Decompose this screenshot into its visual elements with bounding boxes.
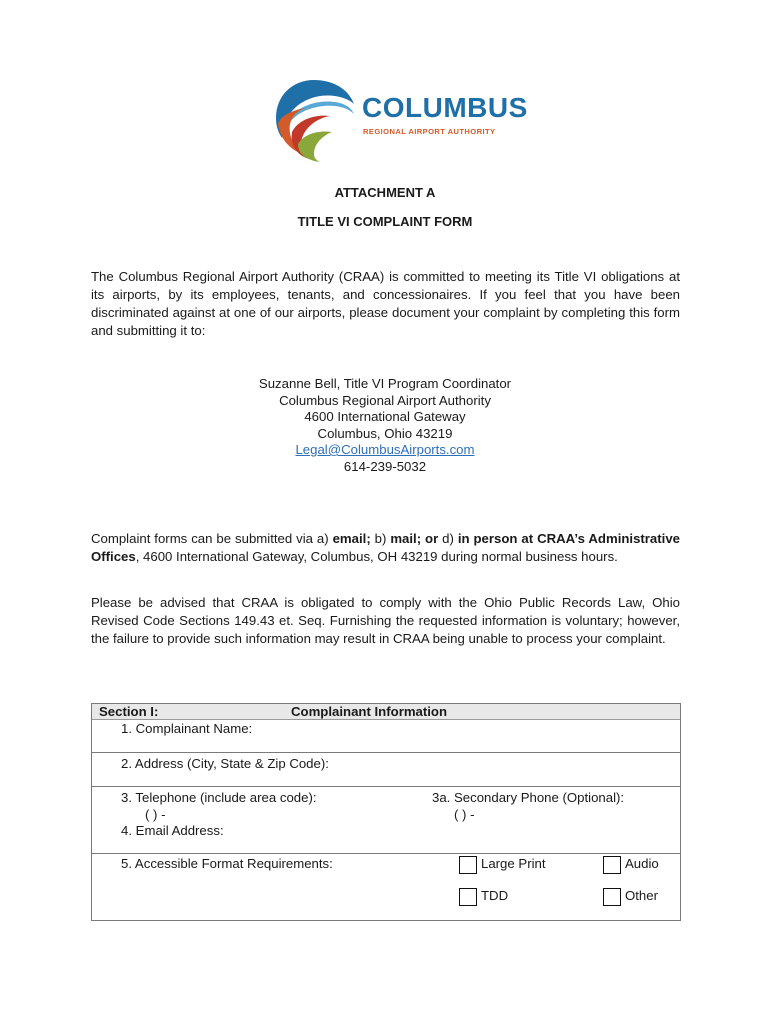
secondary-phone-blank[interactable]: ( ) - (454, 807, 475, 822)
globe-swoosh-icon (268, 74, 360, 164)
submission-text: , 4600 International Gateway, Columbus, OH 43219 during normal business hours. (135, 549, 618, 564)
tdd-label: TDD (481, 888, 509, 903)
contact-line: Columbus Regional Airport Authority (279, 392, 491, 408)
large-print-checkbox[interactable] (459, 856, 477, 874)
email-address-label[interactable]: 4. Email Address: (121, 823, 224, 838)
logo-wordmark: COLUMBUS (362, 92, 528, 123)
complainant-form (91, 703, 681, 921)
contact-line: Columbus, Ohio 43219 (317, 425, 453, 441)
other-checkbox[interactable] (603, 888, 621, 906)
email-link[interactable]: Legal@ColumbusAirports.com (295, 442, 475, 457)
form-title: TITLE VI COMPLAINT FORM (297, 214, 473, 229)
large-print-label: Large Print (481, 856, 546, 871)
address-label[interactable]: 2. Address (City, State & Zip Code): (121, 756, 329, 771)
intro-paragraph: The Columbus Regional Airport Authority (CRAA) is committed to meeting its Title VI obligations at its airports, by its employees, tenants, and concessionaires. If you feel that you have been discriminated against at one of our airports, please document your complaint by completing this form and submitting it to: (91, 269, 680, 338)
contact-block (0, 376, 770, 475)
section-label: Section I: (99, 704, 159, 719)
submission-text: b) (370, 531, 391, 546)
submission-text: d) (438, 531, 458, 546)
telephone-blank[interactable]: ( ) - (145, 807, 166, 822)
accessible-format-label: 5. Accessible Format Requirements: (121, 856, 333, 871)
tdd-checkbox[interactable] (459, 888, 477, 906)
secondary-phone-label[interactable]: 3a. Secondary Phone (Optional): (432, 790, 625, 805)
logo-subtitle: REGIONAL AIRPORT AUTHORITY (363, 127, 496, 136)
notice-paragraph: Please be advised that CRAA is obligated to comply with the Ohio Public Records Law, Ohio Revised Code Sections 149.43 et. Seq. Furnishing the requested information is voluntary; however, the failure to provide such information may result in CRAA being unable to process your complaint. (91, 595, 680, 646)
form-row-phone-email (92, 787, 680, 854)
contact-line: 4600 International Gateway (304, 409, 466, 424)
telephone-label[interactable]: 3. Telephone (include area code): (121, 790, 317, 805)
contact-line: Suzanne Bell, Title VI Program Coordinator (258, 376, 512, 391)
form-row-address (92, 753, 680, 787)
submission-in-person: in person at CRAA’s Administrative Offices (91, 531, 680, 564)
attachment-heading: ATTACHMENT A (334, 185, 436, 200)
section-title: Complainant Information (291, 704, 448, 719)
submission-email: email; (332, 531, 371, 546)
form-row-accessible-format (92, 854, 680, 920)
submission-paragraph (91, 530, 680, 566)
complainant-name-label[interactable]: 1. Complainant Name: (121, 721, 253, 736)
columbus-logo (268, 74, 528, 164)
submission-text: Complaint forms can be submitted via a) (91, 531, 333, 546)
audio-label: Audio (625, 856, 659, 871)
contact-phone: 614-239-5032 (343, 458, 427, 474)
other-label: Other (625, 888, 658, 903)
form-row-name (92, 704, 680, 753)
submission-mail: mail; or (390, 531, 439, 546)
audio-checkbox[interactable] (603, 856, 621, 874)
